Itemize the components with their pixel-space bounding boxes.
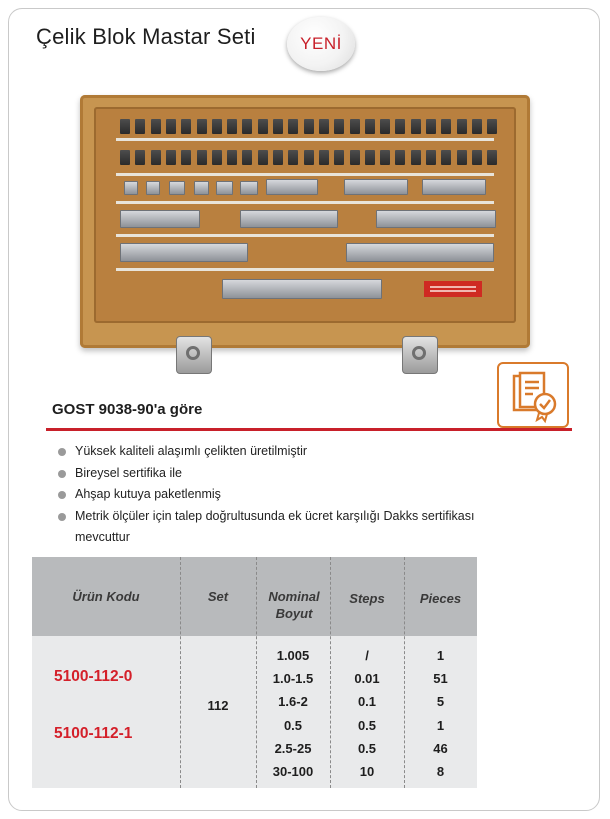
table-cell-steps: 0.1: [357, 694, 377, 710]
set-value: 112: [207, 698, 229, 713]
gauge-block: [487, 119, 497, 134]
label-strip: [116, 234, 494, 237]
gauge-block: [146, 181, 160, 195]
gauge-block: [304, 119, 314, 134]
gauge-block: [124, 181, 138, 195]
gauge-block: [319, 119, 329, 134]
column-header-set: Set: [207, 589, 229, 604]
gauge-block: [380, 150, 390, 165]
gauge-block: [181, 150, 191, 165]
gauge-block: [135, 119, 145, 134]
gauge-block: [457, 119, 467, 134]
feature-item: Yüksek kaliteli alaşımlı çelikten üretilmiştir: [58, 441, 505, 463]
gauge-block: [426, 119, 436, 134]
column-header-pieces: Pieces: [419, 591, 462, 606]
gauge-block: [334, 119, 344, 134]
table-cell-nominal: 0.5: [283, 717, 303, 733]
gauge-block: [380, 119, 390, 134]
gauge-block: [334, 150, 344, 165]
certificate-paper: [424, 281, 482, 297]
feature-item: Bireysel sertifika ile: [58, 463, 505, 485]
label-strip: [116, 268, 494, 271]
gauge-block: [426, 150, 436, 165]
table-cell-nominal: 1.005: [276, 648, 310, 663]
table-cell-steps: 0.01: [354, 671, 380, 687]
certificate-check-icon: [497, 362, 569, 428]
column-header-steps: Steps: [349, 591, 385, 606]
gauge-block: [135, 150, 145, 165]
gauge-block: [227, 119, 237, 134]
specs-table: [32, 557, 477, 788]
gauge-bar: [346, 243, 494, 262]
gauge-block: [411, 150, 421, 165]
table-cell-pieces: 51: [433, 671, 448, 687]
heading-divider: [46, 428, 572, 431]
gauge-block: [181, 119, 191, 134]
gauge-block: [487, 150, 497, 165]
table-cell-nominal: 30-100: [272, 764, 314, 779]
page-title: Çelik Blok Mastar Seti: [36, 24, 256, 49]
product-code: 5100-112-1: [54, 725, 133, 742]
gauge-block: [319, 150, 329, 165]
feature-item: Metrik ölçüler için talep doğrultusunda ek ücret karşılığı Dakks sertifikası mevcuttur: [58, 506, 505, 549]
gauge-block: [288, 150, 298, 165]
gauge-block: [242, 150, 252, 165]
gauge-block: [288, 119, 298, 134]
table-cell-pieces: 1: [436, 648, 445, 663]
gauge-block: [273, 119, 283, 134]
table-cell-pieces: 8: [436, 764, 445, 779]
gauge-block: [166, 119, 176, 134]
gauge-block: [242, 119, 252, 134]
label-strip: [116, 173, 494, 176]
gauge-block: [365, 119, 375, 134]
table-cell-pieces: 5: [436, 694, 445, 710]
gauge-block: [472, 119, 482, 134]
gauge-block: [457, 150, 467, 165]
table-cell-pieces: 1: [436, 717, 445, 733]
table-cell-nominal: 1.0-1.5: [272, 671, 314, 687]
gauge-block: [411, 119, 421, 134]
gauge-block: [365, 150, 375, 165]
gauge-bar: [222, 279, 382, 299]
label-strip: [116, 138, 494, 141]
gauge-block: [197, 119, 207, 134]
gauge-block: [212, 150, 222, 165]
table-cell-steps: 0.5: [357, 717, 377, 733]
gauge-block: [441, 119, 451, 134]
gauge-block: [304, 150, 314, 165]
gauge-block: [273, 150, 283, 165]
gauge-block: [194, 181, 209, 195]
feature-list: [58, 441, 505, 549]
gauge-block: [240, 181, 258, 195]
gauge-block: [151, 150, 161, 165]
gauge-block: [166, 150, 176, 165]
gauge-block: [120, 150, 130, 165]
gauge-bar: [376, 210, 496, 228]
column-header-nominal: Nominal Boyut: [268, 589, 320, 621]
product-image: [80, 95, 530, 348]
feature-item: Ahşap kutuya paketlenmiş: [58, 484, 505, 506]
table-cell-pieces: 46: [433, 740, 448, 756]
label-strip: [116, 201, 494, 204]
gauge-block: [216, 181, 233, 195]
table-cell-nominal: 1.6-2: [278, 694, 308, 710]
gauge-block: [350, 150, 360, 165]
gauge-block: [395, 119, 405, 134]
gauge-bar: [120, 210, 200, 228]
gauge-block: [472, 150, 482, 165]
gauge-block: [258, 150, 268, 165]
product-code: 5100-112-0: [54, 668, 133, 685]
gauge-block: [120, 119, 130, 134]
gauge-bar: [422, 179, 486, 195]
gauge-bar: [120, 243, 248, 262]
gauge-block: [350, 119, 360, 134]
gauge-block: [212, 119, 222, 134]
case-latch-left: [176, 336, 212, 374]
gauge-bar: [266, 179, 318, 195]
column-header-code: Ürün Kodu: [72, 589, 140, 604]
table-cell-steps: 0.5: [357, 740, 377, 756]
table-cell-nominal: 2.5-25: [274, 740, 312, 756]
gauge-block: [227, 150, 237, 165]
gauge-block: [197, 150, 207, 165]
table-cell-steps: 10: [359, 764, 375, 779]
gauge-block: [395, 150, 405, 165]
new-badge: YENİ: [287, 17, 355, 71]
gauge-bar: [240, 210, 338, 228]
table-cell-steps: /: [365, 648, 369, 663]
standard-heading: GOST 9038-90'a göre: [52, 401, 203, 418]
case-interior: [94, 107, 516, 323]
gauge-block: [169, 181, 185, 195]
gauge-block: [441, 150, 451, 165]
gauge-block: [151, 119, 161, 134]
case-latch-right: [402, 336, 438, 374]
gauge-bar: [344, 179, 408, 195]
gauge-block: [258, 119, 268, 134]
